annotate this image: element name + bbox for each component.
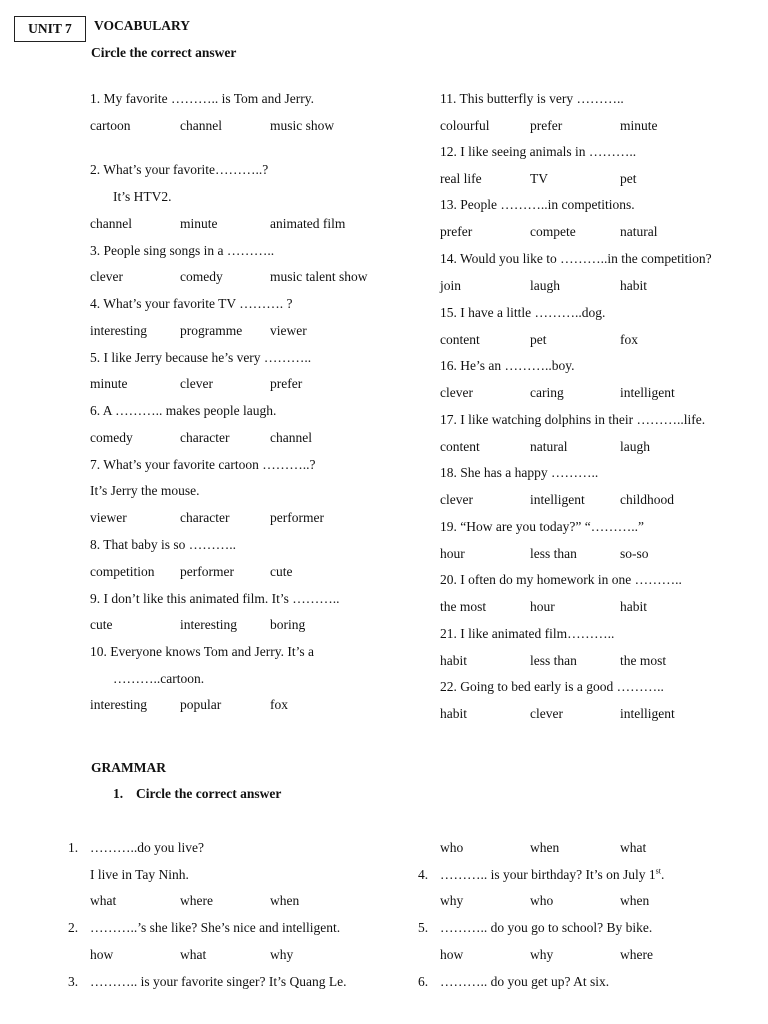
- question-text-continued: ………..cartoon.: [113, 671, 205, 686]
- answer-option: less than: [530, 546, 577, 561]
- answer-option: natural: [530, 439, 568, 454]
- question-text: 21. I like animated film………..: [440, 626, 615, 641]
- answer-option: how: [440, 947, 464, 962]
- question-text: 22. Going to bed early is a good ………..: [440, 679, 664, 694]
- ordinal-suffix: st: [655, 866, 661, 876]
- vocabulary-instruction: Circle the correct answer: [91, 45, 237, 60]
- answer-option: clever: [90, 269, 123, 284]
- question-text: 6. A ……….. makes people laugh.: [90, 403, 277, 418]
- answer-option: content: [440, 439, 480, 454]
- question-text: 7. What’s your favorite cartoon ………..?: [90, 457, 316, 472]
- question-text: ……….. do you go to school? By bike.: [440, 920, 653, 935]
- answer-option: who: [530, 893, 554, 908]
- answer-option: pet: [530, 332, 547, 347]
- answer-option: channel: [270, 430, 312, 445]
- answer-option: colourful: [440, 118, 490, 133]
- question-text: 4. What’s your favorite TV ………. ?: [90, 296, 293, 311]
- answer-option: popular: [180, 697, 222, 712]
- answer-option: hour: [530, 599, 555, 614]
- answer-option: minute: [90, 376, 128, 391]
- question-text: 3. People sing songs in a ………..: [90, 243, 275, 258]
- answer-option: channel: [180, 118, 222, 133]
- answer-option: laugh: [530, 278, 560, 293]
- question-text: ………..do you live?: [90, 840, 204, 855]
- answer-option: fox: [620, 332, 638, 347]
- question-text: 13. People ………..in competitions.: [440, 197, 635, 212]
- answer-option: when: [270, 893, 300, 908]
- answer-option: cute: [270, 564, 293, 579]
- question-number: 3.: [68, 974, 79, 989]
- question-number: 5.: [418, 920, 429, 935]
- answer-option: interesting: [90, 697, 147, 712]
- answer-option: music show: [270, 118, 335, 133]
- answer-option: why: [270, 947, 294, 962]
- answer-option: character: [180, 510, 230, 525]
- answer-option: habit: [620, 599, 647, 614]
- question-text: 8. That baby is so ………..: [90, 537, 236, 552]
- question-text: ……….. is your favorite singer? It’s Quang Le.: [90, 974, 347, 989]
- question-text-tail: .: [660, 867, 665, 882]
- answer-option: the most: [440, 599, 487, 614]
- answer-option: when: [620, 893, 650, 908]
- answer-option: so-so: [620, 546, 649, 561]
- answer-option: interesting: [90, 323, 147, 338]
- question-text: 9. I don’t like this animated film. It’s ………..: [90, 591, 340, 606]
- answer-option: when: [530, 840, 560, 855]
- question-text-continued: It’s Jerry the mouse.: [90, 483, 200, 498]
- answer-option: cute: [90, 617, 113, 632]
- answer-option: performer: [270, 510, 324, 525]
- question-text: 19. “How are you today?” “………..”: [440, 519, 644, 534]
- answer-option: TV: [530, 171, 548, 186]
- answer-option: intelligent: [530, 492, 585, 507]
- section-title-grammar: GRAMMAR: [91, 760, 166, 775]
- answer-option: what: [620, 840, 647, 855]
- question-text: 12. I like seeing animals in ………..: [440, 144, 637, 159]
- answer-option: habit: [620, 278, 647, 293]
- question-text: 5. I like Jerry because he’s very ………..: [90, 350, 312, 365]
- answer-option: intelligent: [620, 385, 675, 400]
- question-text: 11. This butterfly is very ………..: [440, 91, 624, 106]
- answer-option: interesting: [180, 617, 237, 632]
- answer-option: where: [620, 947, 653, 962]
- answer-option: childhood: [620, 492, 674, 507]
- answer-option: hour: [440, 546, 465, 561]
- answer-option: where: [180, 893, 213, 908]
- answer-option: minute: [620, 118, 658, 133]
- answer-option: natural: [620, 224, 658, 239]
- answer-option: music talent show: [270, 269, 368, 284]
- answer-option: join: [440, 278, 462, 293]
- question-text: ……….. do you get up? At six.: [440, 974, 610, 989]
- answer-option: clever: [440, 385, 473, 400]
- unit-label: UNIT 7: [28, 21, 72, 36]
- question-text-continued: I live in Tay Ninh.: [90, 867, 189, 882]
- answer-option: comedy: [180, 269, 223, 284]
- answer-option: intelligent: [620, 706, 675, 721]
- answer-option: clever: [530, 706, 563, 721]
- unit-label-box: [14, 16, 86, 42]
- answer-option: why: [530, 947, 554, 962]
- answer-option: prefer: [530, 118, 563, 133]
- question-text: 14. Would you like to ………..in the competition?: [440, 251, 712, 266]
- answer-option: animated film: [270, 216, 346, 231]
- question-text: 18. She has a happy ………..: [440, 465, 599, 480]
- question-text-continued: It’s HTV2.: [113, 189, 172, 204]
- answer-option: pet: [620, 171, 637, 186]
- answer-option: clever: [440, 492, 473, 507]
- question-text: 2. What’s your favorite………..?: [90, 162, 269, 177]
- answer-option: programme: [180, 323, 243, 338]
- answer-option: the most: [620, 653, 667, 668]
- answer-option: habit: [440, 653, 467, 668]
- answer-option: viewer: [270, 323, 307, 338]
- answer-option: compete: [530, 224, 576, 239]
- question-text: 15. I have a little ………..dog.: [440, 305, 606, 320]
- answer-option: viewer: [90, 510, 127, 525]
- answer-option: channel: [90, 216, 132, 231]
- answer-option: what: [180, 947, 207, 962]
- answer-option: prefer: [270, 376, 303, 391]
- answer-option: competition: [90, 564, 155, 579]
- answer-option: clever: [180, 376, 213, 391]
- answer-option: performer: [180, 564, 234, 579]
- answer-option: who: [440, 840, 464, 855]
- answer-option: real life: [440, 171, 482, 186]
- answer-option: prefer: [440, 224, 473, 239]
- answer-option: caring: [530, 385, 564, 400]
- question-text-main: ……….. is your birthday? It’s on July 1: [440, 867, 656, 882]
- answer-option: less than: [530, 653, 577, 668]
- answer-option: cartoon: [90, 118, 131, 133]
- question-text: 20. I often do my homework in one ………..: [440, 572, 682, 587]
- question-number: 6.: [418, 974, 429, 989]
- question-text: 1. My favorite ……….. is Tom and Jerry.: [90, 91, 315, 106]
- answer-option: minute: [180, 216, 218, 231]
- question-text: [440, 867, 664, 883]
- answer-option: boring: [270, 617, 306, 632]
- question-number: 2.: [68, 920, 79, 935]
- section-title-vocabulary: VOCABULARY: [94, 18, 191, 33]
- answer-option: how: [90, 947, 114, 962]
- answer-option: habit: [440, 706, 467, 721]
- answer-option: character: [180, 430, 230, 445]
- question-number: 1.: [68, 840, 79, 855]
- grammar-instruction: Circle the correct answer: [136, 786, 282, 801]
- answer-option: why: [440, 893, 464, 908]
- grammar-instruction-number: 1.: [113, 786, 124, 801]
- answer-option: content: [440, 332, 480, 347]
- answer-option: comedy: [90, 430, 133, 445]
- question-text: ………..’s she like? She’s nice and intelligent.: [90, 920, 341, 935]
- answer-option: laugh: [620, 439, 650, 454]
- question-text: 10. Everyone knows Tom and Jerry. It’s a: [90, 644, 315, 659]
- answer-option: fox: [270, 697, 288, 712]
- question-text: 17. I like watching dolphins in their ………..life.: [440, 412, 706, 427]
- question-number: 4.: [418, 867, 429, 882]
- answer-option: what: [90, 893, 117, 908]
- question-text: 16. He’s an ………..boy.: [440, 358, 575, 373]
